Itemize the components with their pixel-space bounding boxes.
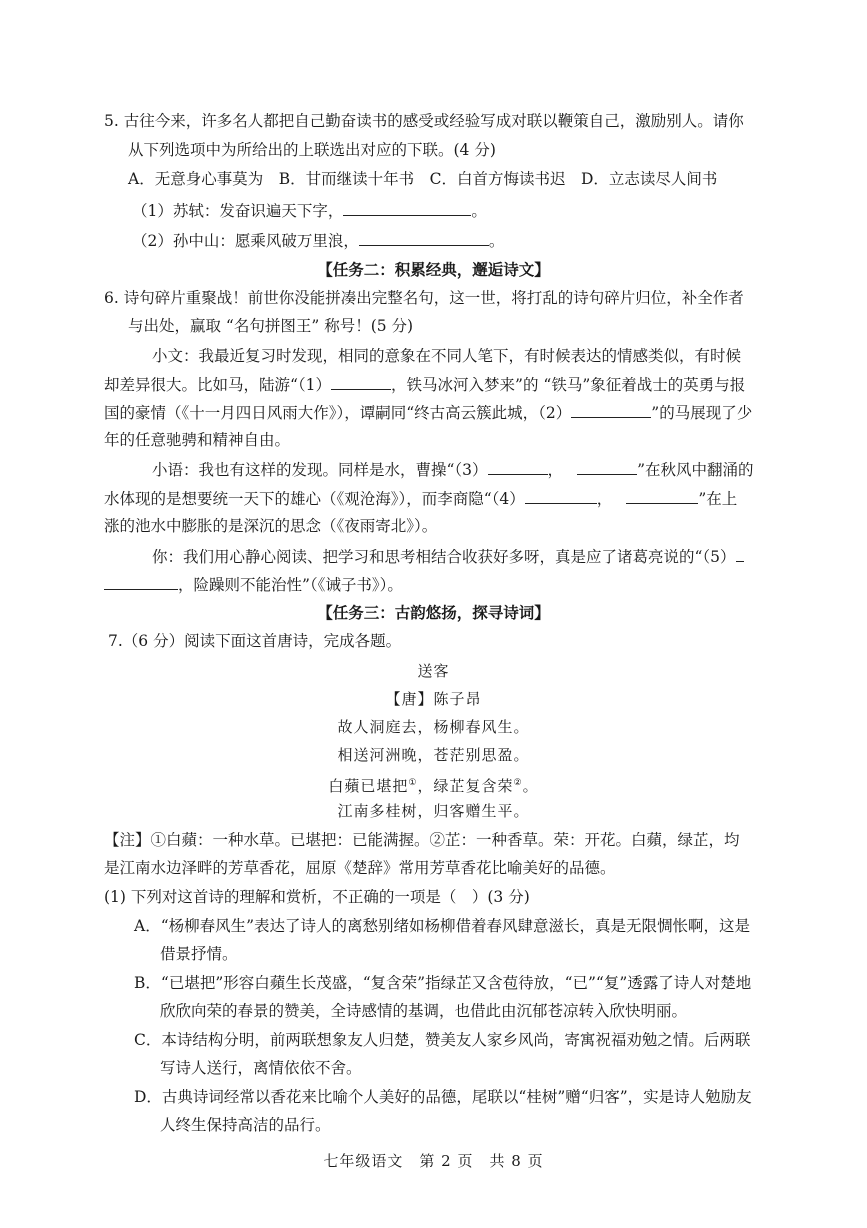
answer-blank-6-1[interactable]	[331, 373, 391, 390]
q6-p2b-text1: 水体现的是想要统一天下的雄心（《观沧海》），而李商隐“（4）	[104, 490, 525, 508]
q6-p2a-text1: 小语：我也有这样的发现。同样是水，曹操“（3）	[152, 461, 488, 479]
q6-p3b	[104, 573, 403, 596]
end-mark: 。	[471, 202, 487, 220]
poem-line-1: 故人洞庭去，杨柳春风生。	[337, 718, 530, 736]
answer-blank-6-5[interactable]	[104, 573, 178, 590]
q7-optC-line2: 写诗人送行，离情依依不舍。	[160, 1059, 362, 1077]
q5-line1: 5. 古往今来，许多名人都把自己勤奋读书的感受或经验写成对联以鞭策自己，激励别人。请你	[104, 112, 744, 130]
end-mark: 。	[488, 232, 505, 250]
q5-line2: 从下列选项中为所给出的上联选出对应的下联。(4 分)	[128, 141, 496, 159]
q7-intro: 7.（6 分）阅读下面这首唐诗，完成各题。	[108, 632, 402, 650]
comma: ，	[547, 461, 564, 479]
poem-line-4: 江南多桂树，归客赠生平。	[337, 802, 530, 820]
q7-optC-line1: C．本诗结构分明，前两联想象友人归楚，赞美友人家乡风尚，寄寓祝福劝勉之情。后两联	[134, 1031, 751, 1049]
q5-item1-text: （1）苏轼：发奋识遍天下字，	[132, 202, 344, 220]
poem-title: 送客	[417, 662, 450, 680]
q7-optB-line2: 欣欣向荣的春景的赞美，全诗感情的基调，也借此由沉郁苍凉转入欣快明丽。	[160, 1002, 688, 1020]
q6-line2: 与出处，赢取 “名句拼图王” 称号！(5 分)	[128, 317, 414, 335]
q5-item2-text: （2）孙中山：愿乘风破万里浪，	[132, 232, 359, 250]
q6-p1c-text2: ”的马展现了少	[651, 404, 753, 422]
answer-blank-6-3b[interactable]	[577, 458, 637, 475]
q7-sub1: (1) 下列对这首诗的理解和赏析，不正确的一项是（ ）(3 分)	[104, 888, 530, 906]
footnote-2-marker: ②	[513, 778, 523, 788]
q6-p1c	[104, 401, 752, 424]
q6-p2b	[104, 487, 737, 510]
poem-line-3a: 白蘋已堪把	[328, 777, 409, 795]
answer-blank-6-4a[interactable]	[525, 487, 597, 504]
q6-p3b-text: ，险躁则不能治性”（《诫子书》）。	[178, 576, 403, 594]
q5-options: A．无意身心事莫为 B．甘而继读十年书 C．白首方悔读书迟 D．立志读尽人间书	[128, 170, 718, 188]
q7-optD-line2: 人终生保持高洁的品行。	[160, 1116, 331, 1134]
q5-item1	[132, 199, 487, 222]
q7-note1: 【注】①白蘋：一种水草。已堪把：已能满握。②芷：一种香草。荣：开花。白蘋，绿芷，均	[104, 831, 740, 849]
answer-blank-6-3a[interactable]	[488, 458, 548, 475]
q6-p1a: 小文：我最近复习时发现，相同的意象在不同人笔下，有时候表达的情感类似，有时候	[152, 347, 742, 365]
footnote-1-marker: ①	[408, 778, 418, 788]
answer-blank-5-2[interactable]	[359, 229, 489, 246]
answer-blank-6-4b[interactable]	[626, 487, 698, 504]
q6-p1d: 年的任意驰骋和精神自由。	[104, 431, 291, 449]
q6-p1b-text2: ，铁马冰河入梦来”的 “铁马”象征着战士的英勇与报	[391, 376, 746, 394]
poem-line-2: 相送河洲晚，苍茫别思盈。	[337, 746, 530, 764]
q6-p2b-text3: ”在上	[698, 490, 738, 508]
q6-p1c-text1: 国的豪情（《十一月四日风雨大作》），谭嗣同“终古高云簇此城，（2）	[104, 404, 572, 422]
q6-p2c: 涨的池水中膨胀的是深沉的思念（《夜雨寄北》）。	[104, 517, 438, 535]
answer-blank-6-2[interactable]	[571, 401, 651, 418]
q7-optA-line2: 借景抒情。	[160, 945, 238, 963]
q6-line1: 6. 诗句碎片重聚战！前世你没能拼凑出完整名句，这一世，将打乱的诗句碎片归位，补全作者	[104, 289, 744, 307]
q6-p3a	[152, 545, 744, 568]
task3-title: 【任务三：古韵悠扬，探寻诗词】	[317, 603, 550, 622]
q6-p1b	[104, 373, 745, 396]
q7-optA-line1: A．“杨柳春风生”表达了诗人的离愁别绪如杨柳借着春风肆意滋长，真是无限惆怅啊，这是	[134, 917, 751, 935]
poem-line-3c: 。	[522, 777, 539, 795]
answer-blank-5-1[interactable]	[343, 199, 471, 216]
page-footer: 七年级语文 第 2 页 共 8 页	[323, 1152, 544, 1170]
q6-p3a-text: 你：我们用心静心阅读、把学习和思考相结合收获好多呀，真是应了诸葛亮说的“（5）	[152, 548, 736, 566]
q5-item2	[132, 229, 504, 252]
q6-p2a-text3: ”在秋风中翻涌的	[637, 461, 754, 479]
comma: ，	[596, 490, 613, 508]
q7-optB-line1: B．“已堪把”形容白蘋生长茂盛，“复含荣”指绿芷又含苞待放，“已”“复”透露了诗人对楚地	[134, 974, 752, 992]
poem-line-3	[0, 772, 867, 797]
poem-line-3b: ，绿芷复含荣	[417, 777, 514, 795]
q6-p1b-text1: 却差异很大。比如马，陆游“（1）	[104, 376, 332, 394]
q7-optD-line1: D．古典诗词经常以香花来比喻个人美好的品德，尾联以“桂树”赠“归客”，实是诗人勉励友	[134, 1088, 752, 1106]
q6-p2a	[152, 458, 754, 481]
poem-author: 【唐】陈子昂	[385, 690, 482, 708]
task2-title: 【任务二：积累经典，邂逅诗文】	[317, 260, 550, 279]
answer-blank-6-5-start[interactable]	[736, 545, 744, 562]
q7-note2: 是江南水边泽畔的芳草香花，屈原《楚辞》常用芳草香花比喻美好的品德。	[104, 859, 616, 877]
